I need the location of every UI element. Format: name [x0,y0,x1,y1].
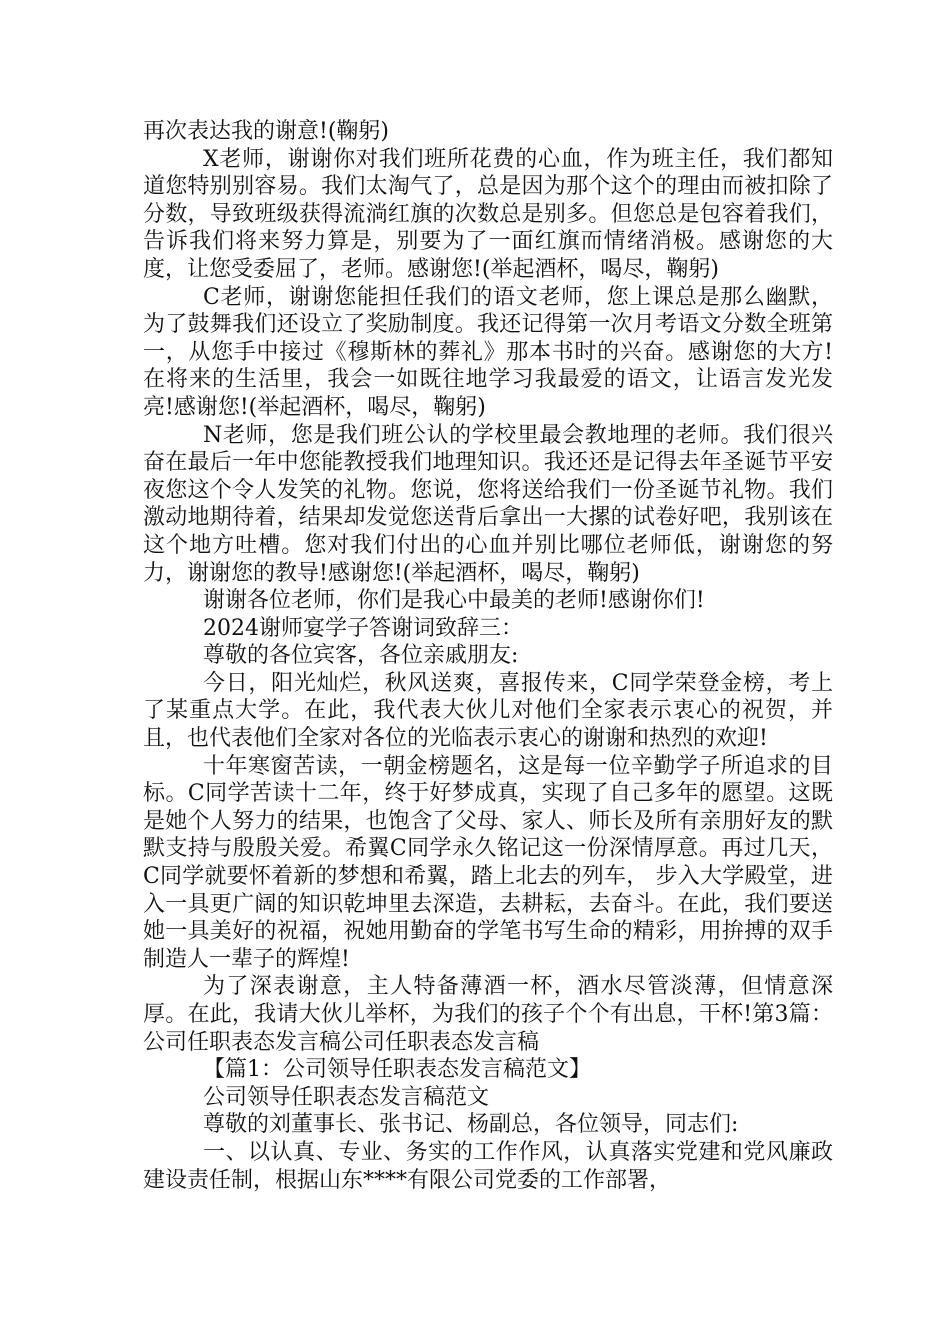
paragraph: N老师，您是我们班公认的学校里最会教地理的老师。我们很兴奋在最后一年中您能教授我们地理知识。我还还是记得去年圣诞节平安夜您这个令人发笑的礼物。您说，您将送给我们一份圣诞节礼物。我们激动地期待着，结果却发觉您送背后拿出一大摞的试卷好吧，我别该在这个地方吐槽。您对我们付出的心血并别比哪位老师低，谢谢您的努力，谢谢您的教导!感谢您!(举起酒杯，喝尽，鞠躬) [143,422,833,586]
paragraph: 为了深表谢意，主人特备薄酒一杯，酒水尽管淡薄，但情意深厚。在此，我请大伙儿举杯，为我们的孩子个个有出息，干杯!第3篇：公司任职表态发言稿公司任职表态发言稿 [143,974,833,1055]
paragraph: 一、以认真、专业、务实的工作作风，认真落实党建和党风廉政建设责任制，根据山东****有限公司党委的工作部署， [143,1139,833,1193]
salutation: 尊敬的各位宾客，各位亲戚朋友: [203,643,519,669]
section-title: 公司领导任职表态发言稿范文 [203,1084,490,1110]
document-page [143,118,833,1194]
paragraph: 谢谢各位老师，你们是我心中最美的老师!感谢你们! [203,588,705,614]
paragraph: C老师，谢谢您能担任我们的语文老师，您上课总是那么幽默，为了鼓舞我们还设立了奖励制度。我还记得第一次月考语文分数全班第一，从您手中接过《穆斯林的葬礼》那本书时的兴奋。感谢您的大方!在将来的生活里，我会一如既往地学习我最爱的语文，让语言发光发亮!感谢您!(举起酒杯，喝尽，鞠躬) [143,284,833,420]
salutation: 尊敬的刘董事长、张书记、杨副总，各位领导，同志们: [203,1112,739,1138]
paragraph: 十年寒窗苦读，一朝金榜题名，这是每一位辛勤学子所追求的目标。C同学苦读十二年，终于好梦成真，实现了自己多年的愿望。这既是她个人努力的结果，也饱含了父母、家人、师长及所有亲朋好友的默默支持与殷殷关爱。希翼C同学永久铭记这一份深情厚意。再过几天，C同学就要怀着新的梦想和希翼，踏上北去的列车， 步入大学殿堂，进入一具更广阔的知识乾坤里去深造，去耕耘，去奋斗。在此，我们要送她一具美好的祝福，祝她用勤奋的学笔书写生命的精彩，用拚搏的双手制造人一辈子的辉煌! [143,753,833,972]
paragraph: X老师，谢谢你对我们班所花费的心血，作为班主任，我们都知道您特别别容易。我们太淘气了，总是因为那个这个的理由而被扣除了分数，导致班级获得流淌红旗的次数总是别多。但您总是包容着我们，告诉我们将来努力算是，别要为了一面红旗而情绪消极。感谢您的大度，让您受委屈了，老师。感谢您!(举起酒杯，喝尽，鞠躬) [143,146,833,282]
section-heading: 2024谢师宴学子答谢词致辞三： [203,615,523,641]
paragraph: 再次表达我的谢意!(鞠躬) [143,119,390,144]
section-heading: 【篇1：公司领导任职表态发言稿范文】 [203,1057,591,1083]
paragraph: 今日，阳光灿烂，秋风送爽，喜报传来，C同学荣登金榜，考上了某重点大学。在此，我代表大伙儿对他们全家表示衷心的祝贺，并且，也代表他们全家对各位的光临表示衷心的谢谢和热烈的欢迎! [143,670,833,752]
